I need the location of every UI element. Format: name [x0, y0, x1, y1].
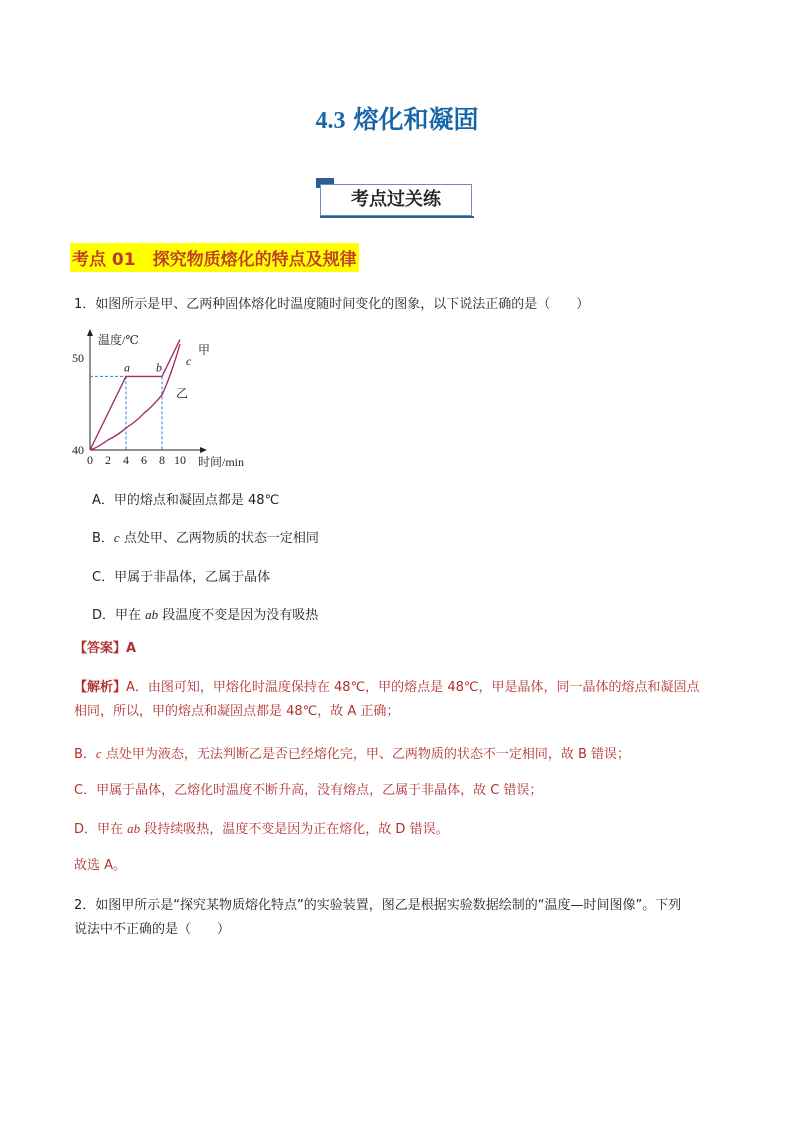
analysis-line-2: 相同，所以，甲的熔点和凝固点都是 48℃，故 A 正确； [74, 704, 400, 719]
title-text: 熔化和凝固 [353, 105, 479, 134]
option-b-prefix: B． [92, 531, 114, 546]
option-a: A．甲的熔点和凝固点都是 48℃ [92, 493, 280, 508]
badge-label: 考点过关练 [320, 184, 472, 216]
analysis-d [74, 820, 449, 839]
analysis-b [74, 745, 630, 764]
y-tick-label: 40 [72, 443, 84, 457]
x-tick-label: 4 [123, 453, 129, 467]
analysis-d-var: ab [127, 821, 141, 836]
question-1-stem: 1．如图所示是甲、乙两种固体熔化时温度随时间变化的图象，以下说法正确的是（ ） [74, 297, 590, 312]
option-d-prefix: D．甲在 [92, 608, 146, 623]
option-d-text: 段温度不变是因为没有吸热 [158, 608, 319, 623]
analysis-a [74, 676, 734, 724]
question-2-stem [74, 894, 734, 942]
analysis-d-text: 段持续吸热，温度不变是因为正在熔化，故 D 错误。 [140, 822, 449, 837]
analysis-d-prefix: D．甲在 [74, 822, 128, 837]
x-axis-arrow [200, 447, 207, 453]
section-number: 4.3 [315, 108, 346, 134]
section-heading: 考点 01 探究物质熔化的特点及规律 [70, 243, 359, 272]
analysis-b-text: 点处甲为液态，无法判断乙是否已经熔化完，甲、乙两物质的状态不一定相同，故 B 错误； [101, 747, 631, 762]
analysis-c: C．甲属于晶体，乙熔化时温度不断升高，没有熔点，乙属于非晶体，故 C 错误； [74, 783, 543, 798]
x-tick-label: 8 [159, 453, 165, 467]
series-jia-line [90, 340, 180, 450]
point-a-label: a [124, 360, 130, 375]
option-b [92, 527, 319, 546]
x-tick-label: 2 [105, 453, 111, 467]
series-yi-label: 乙 [176, 386, 189, 401]
question-2-line-1: 2．如图甲所示是“探究某物质熔化特点”的实验装置，图乙是根据实验数据绘制的“温度—时间图像”。下列 [74, 898, 682, 913]
option-b-var: c [113, 530, 120, 545]
option-d-var: ab [145, 607, 159, 622]
option-d [92, 604, 318, 623]
answer-label: 【答案】A [74, 641, 137, 656]
point-c-label: c [186, 354, 192, 368]
series-jia-label: 甲 [198, 343, 211, 357]
analysis-label: 【解析】 [74, 680, 127, 695]
x-tick-label: 6 [141, 453, 147, 467]
page-title [0, 100, 794, 136]
y-tick-label: 50 [72, 351, 84, 365]
point-b-label: b [156, 360, 162, 375]
y-axis-label: 温度/℃ [98, 333, 139, 347]
y-axis-arrow [87, 329, 93, 336]
x-axis-label: 时间/min [198, 455, 245, 469]
analysis-conclusion: 故选 A。 [74, 858, 127, 873]
temperature-time-chart [70, 326, 280, 476]
badge-underline [320, 216, 474, 218]
x-tick-label: 10 [174, 453, 186, 467]
question-2-line-2: 说法中不正确的是（ ） [74, 922, 231, 937]
option-c: C．甲属于非晶体，乙属于晶体 [92, 570, 271, 585]
option-b-text: 点处甲、乙两物质的状态一定相同 [119, 531, 319, 546]
analysis-line-1: A．由图可知，甲熔化时温度保持在 48℃，甲的熔点是 48℃，甲是晶体，同一晶体的熔点和凝固点 [126, 680, 700, 695]
analysis-b-prefix: B． [74, 747, 96, 762]
x-tick-label: 0 [87, 453, 93, 467]
topic-badge [316, 178, 474, 216]
series-yi-curve [90, 344, 180, 450]
analysis-b-var: c [95, 746, 102, 761]
